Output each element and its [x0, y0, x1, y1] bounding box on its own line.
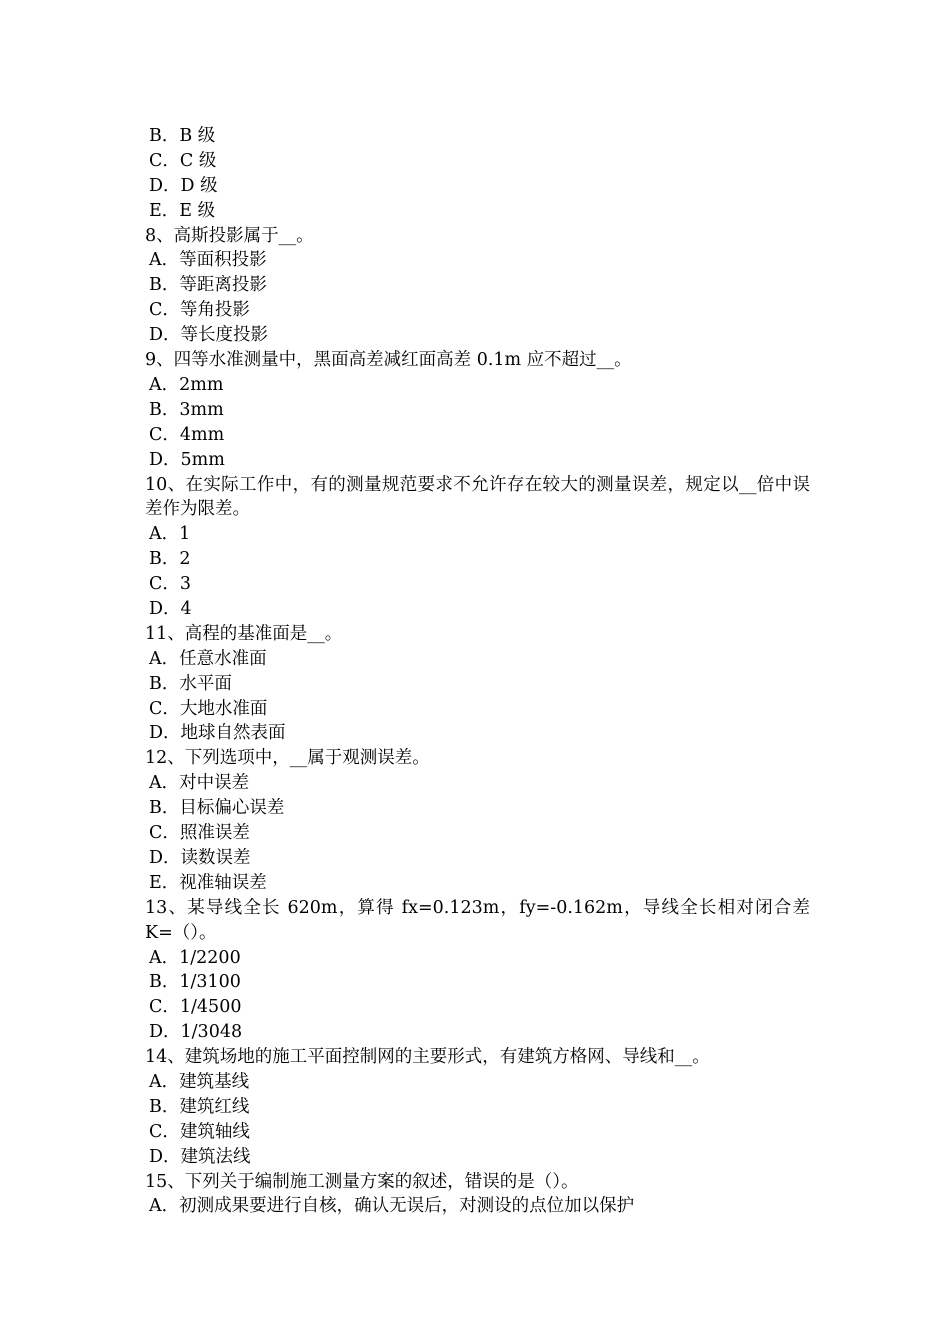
option-line: C．建筑轴线 [149, 1121, 250, 1142]
option-line: A．初测成果要进行自核，确认无误后，对测设的点位加以保护 [149, 1196, 635, 1217]
question-14: 14、建筑场地的施工平面控制网的主要形式，有建筑方格网、导线和__。 [145, 1047, 710, 1068]
option-line: A．1/2200 [149, 947, 241, 968]
question-9: 9、四等水准测量中，黑面高差减红面高差 0.1m 应不超过__。 [145, 350, 632, 371]
question-13: 13、某导线全长 620m，算得 fx=0.123m，fy=-0.162m，导线全长相对闭合差 K=（）。 [145, 897, 810, 943]
option-line: B．1/3100 [149, 972, 241, 993]
option-line: C．3 [149, 574, 192, 595]
option-line: B．2 [149, 549, 191, 570]
question-15: 15、下列关于编制施工测量方案的叙述，错误的是（）。 [145, 1171, 579, 1192]
option-line: B．3mm [149, 399, 224, 420]
question-11: 11、高程的基准面是__。 [145, 623, 343, 644]
option-line: D．4 [149, 598, 192, 619]
option-line: A．任意水准面 [149, 648, 267, 669]
option-line: B．水平面 [149, 673, 232, 694]
option-line: A．1 [149, 524, 191, 545]
option-line: C．1/4500 [149, 997, 242, 1018]
option-line: D．等长度投影 [149, 325, 269, 346]
option-line: E．视准轴误差 [149, 872, 267, 893]
question-10: 10、在实际工作中，有的测量规范要求不允许存在较大的测量误差，规定以__倍中误差作为限差。 [145, 474, 810, 520]
option-line: D．建筑法线 [149, 1146, 251, 1167]
option-line: D．读数误差 [149, 847, 251, 868]
option-line: C．照准误差 [149, 823, 250, 844]
question-8: 8、高斯投影属于__。 [145, 225, 314, 246]
option-line: C．4mm [149, 424, 225, 445]
option-line: D．地球自然表面 [149, 723, 286, 744]
option-line: B．等距离投影 [149, 275, 267, 296]
option-line: D．1/3048 [149, 1022, 243, 1043]
option-line: E．E 级 [149, 200, 216, 221]
option-line: A．建筑基线 [149, 1071, 250, 1092]
option-line: C．大地水准面 [149, 698, 268, 719]
option-line: B．目标偏心误差 [149, 798, 285, 819]
option-line: D．5mm [149, 449, 225, 470]
option-line: D．D 级 [149, 175, 218, 196]
option-line: B．B 级 [149, 126, 216, 146]
option-line: C．等角投影 [149, 300, 250, 321]
option-line: A．2mm [149, 374, 224, 395]
option-line: A．等面积投影 [149, 250, 267, 271]
question-12: 12、下列选项中，__属于观测误差。 [145, 748, 430, 769]
option-line: B．建筑红线 [149, 1096, 250, 1117]
option-line: A．对中误差 [149, 773, 250, 794]
option-line: C．C 级 [149, 150, 217, 171]
document-body [145, 124, 810, 1219]
